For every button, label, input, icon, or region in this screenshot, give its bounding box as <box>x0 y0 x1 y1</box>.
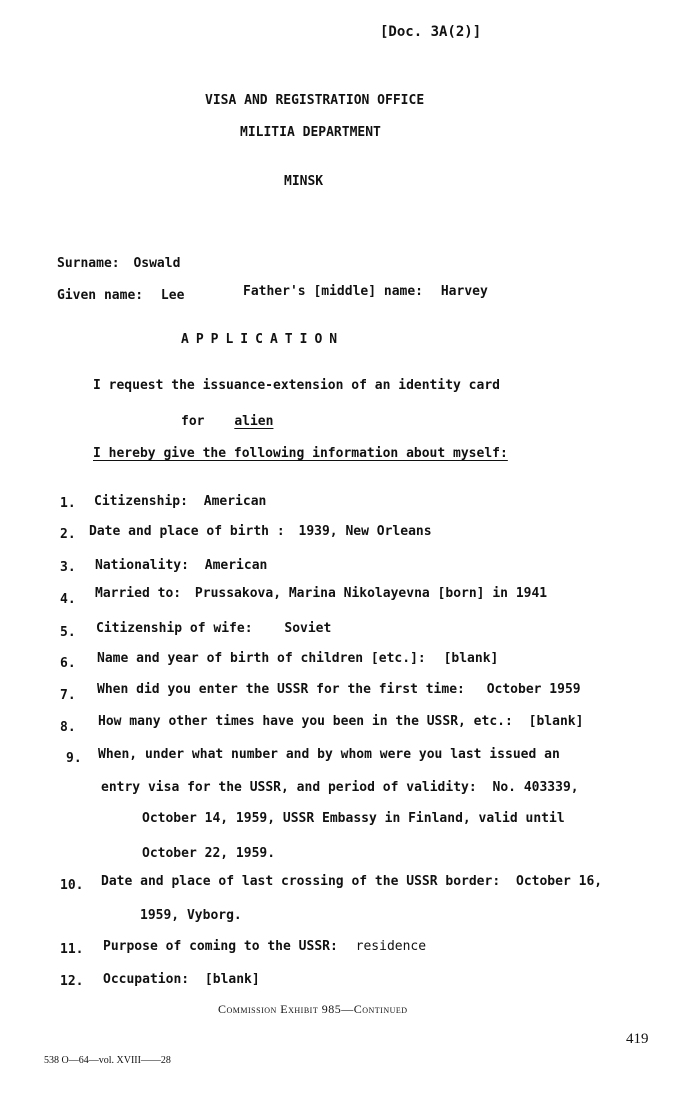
item-label: Citizenship of wife: <box>96 621 253 636</box>
list-item <box>101 874 602 889</box>
list-item <box>98 714 583 729</box>
item-value: Prussakova, Marina Nikolayevna [born] in 1941 <box>194 586 548 601</box>
list-item <box>94 494 266 509</box>
list-item <box>95 558 267 573</box>
city-title: MINSK <box>284 174 324 189</box>
list-item-continuation: October 14, 1959, USSR Embassy in Finland, valid until <box>142 811 565 826</box>
item-value: [blank] <box>528 714 584 729</box>
item-value: American <box>203 494 267 509</box>
item-number: 12. <box>60 974 84 989</box>
item-value: No. 403339, <box>492 780 579 795</box>
department-title: MILITIA DEPARTMENT <box>240 125 381 140</box>
item-value: October 1959 <box>486 682 581 697</box>
item-label: Married to: <box>95 586 182 601</box>
list-item <box>103 939 426 954</box>
list-item <box>96 621 331 636</box>
item-label: Purpose of coming to the USSR: <box>103 939 338 954</box>
item-label: Date and place of birth : <box>89 524 285 539</box>
item-label: Occupation: <box>103 972 190 987</box>
given-name-value: Lee <box>160 288 185 303</box>
application-title: APPLICATION <box>181 332 345 347</box>
item-label: When did you enter the USSR for the first time: <box>97 682 465 697</box>
item-number: 4. <box>60 592 76 607</box>
item-number: 11. <box>60 942 84 957</box>
list-item <box>97 682 581 697</box>
item-label: Nationality: <box>95 558 189 573</box>
surname-row <box>57 256 180 271</box>
item-value: October 16, <box>516 874 603 889</box>
item-label: entry visa for the USSR, and period of validity: <box>101 780 477 795</box>
given-name-row <box>57 288 184 303</box>
list-item <box>97 651 498 666</box>
list-item-continuation: 1959, Vyborg. <box>140 908 242 923</box>
document-reference: [Doc. 3A(2)] <box>380 24 482 40</box>
for-value: alien <box>234 414 274 429</box>
item-label: How many other times have you been in the USSR, etc.: <box>98 714 513 729</box>
item-label: Name and year of birth of children [etc.]: <box>97 651 426 666</box>
item-value: Soviet <box>284 621 332 636</box>
surname-label: Surname: <box>57 256 120 271</box>
fathers-name-row <box>243 284 488 299</box>
item-number: 6. <box>60 656 76 671</box>
list-item <box>98 747 560 762</box>
office-title: VISA AND REGISTRATION OFFICE <box>205 93 425 108</box>
item-value: [blank] <box>204 972 260 987</box>
list-item <box>89 524 432 539</box>
for-label: for <box>181 414 205 429</box>
item-number: 10. <box>60 878 84 893</box>
item-number: 8. <box>60 720 76 735</box>
exhibit-caption: Commission Exhibit 985—Continued <box>218 1002 408 1016</box>
item-number: 1. <box>60 496 76 511</box>
item-value: residence <box>355 939 427 954</box>
surname-value: Oswald <box>133 256 181 271</box>
item-value: [blank] <box>443 651 499 666</box>
fathers-name-label: Father's [middle] name: <box>243 284 424 299</box>
item-value: American <box>204 558 268 573</box>
given-name-label: Given name: <box>57 288 144 303</box>
list-item-continuation: October 22, 1959. <box>142 846 276 861</box>
request-line: I request the issuance-extension of an identity card <box>93 378 500 393</box>
item-label: Date and place of last crossing of the USSR border: <box>101 874 501 889</box>
item-label: When, under what number and by whom were you last issued an <box>98 747 560 762</box>
item-label: Citizenship: <box>94 494 188 509</box>
fathers-name-value: Harvey <box>440 284 488 299</box>
item-number: 9. <box>66 751 82 766</box>
info-line: I hereby give the following information about myself: <box>93 446 508 461</box>
for-row <box>181 414 289 429</box>
item-number: 7. <box>60 688 76 703</box>
item-number: 3. <box>60 560 76 575</box>
list-item-continuation <box>101 780 579 795</box>
page-number: 419 <box>626 1031 649 1047</box>
item-value: 1939, New Orleans <box>298 524 432 539</box>
item-number: 5. <box>60 625 76 640</box>
item-number: 2. <box>60 527 76 542</box>
print-code: 538 O—64—vol. XVIII——28 <box>44 1055 171 1066</box>
list-item <box>95 586 547 601</box>
list-item <box>103 972 260 987</box>
